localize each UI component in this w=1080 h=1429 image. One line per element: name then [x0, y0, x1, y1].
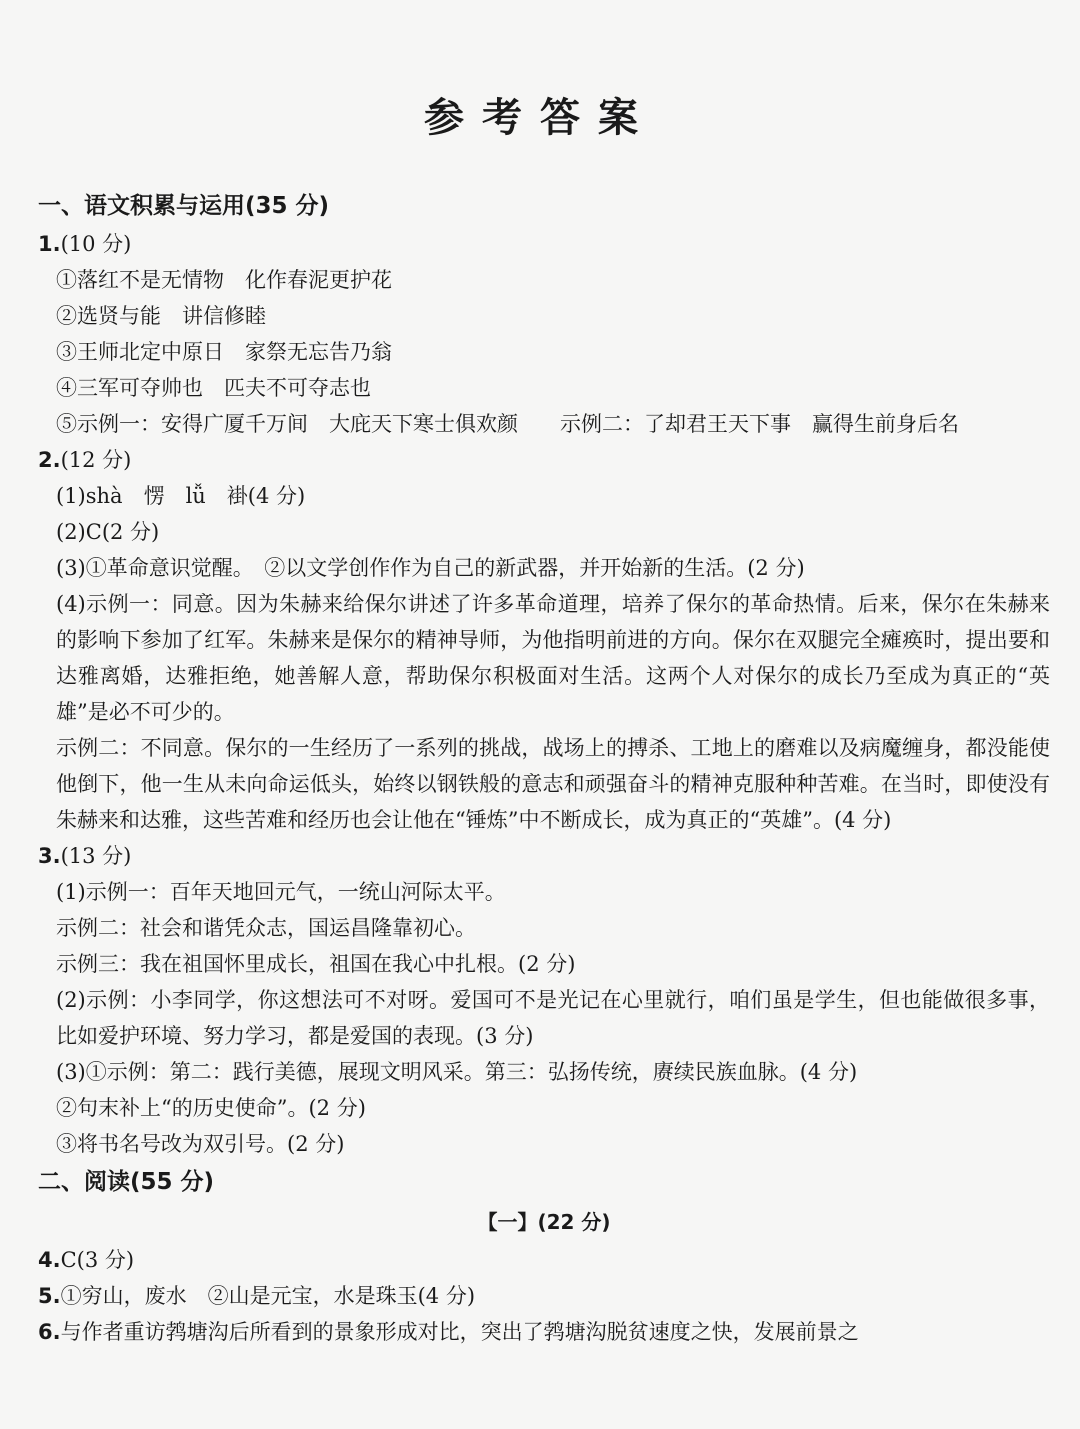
answer-text: ①穷山，废水 ②山是元宝，水是珠玉(4 分) — [60, 1284, 476, 1308]
answer-line: 示例二：社会和谐凭众志，国运昌隆靠初心。 — [56, 916, 476, 940]
question-number: 3. — [38, 844, 61, 868]
answer-line: (2)C(2 分) — [56, 520, 160, 544]
answer-line: (1)示例一：百年天地回元气，一统山河际太平。 — [56, 880, 506, 904]
question-3-header — [38, 838, 1050, 874]
question-5 — [38, 1278, 1050, 1314]
question-number: 6. — [38, 1320, 61, 1344]
answer-line: ②句末补上“的历史使命”。(2 分) — [56, 1096, 366, 1120]
answer-line: ③王师北定中原日 家祭无忘告乃翁 — [56, 340, 392, 364]
answer-line: 示例三：我在祖国怀里成长，祖国在我心中扎根。(2 分) — [56, 952, 576, 976]
question-score: (13 分) — [60, 844, 132, 868]
question-1-header — [38, 226, 1050, 262]
answer-paragraph: (4)示例一：同意。因为朱赫来给保尔讲述了许多革命道理，培养了保尔的革命热情。后来，保尔在朱赫来的影响下参加了红军。朱赫来是保尔的精神导师，为他指明前进的方向。保尔在双腿完全瘫痪时，提出要和达雅离婚，达雅拒绝，她善解人意，帮助保尔积极面对生活。这两个人对保尔的成长乃至成为真正的“英雄”是必不可少的。 — [56, 592, 1050, 724]
answer-line: (3)①示例：第二：践行美德，展现文明风采。第三：弘扬传统，赓续民族血脉。(4 分) — [56, 1060, 858, 1084]
answer-line: ④三军可夺帅也 匹夫不可夺志也 — [56, 376, 371, 400]
answer-paragraph: (2)示例：小李同学，你这想法可不对呀。爱国可不是光记在心里就行，咱们虽是学生，但也能做很多事，比如爱护环境、努力学习，都是爱国的表现。(3 分) — [56, 988, 1050, 1048]
section-heading-1: 一、语文积累与运用(35 分) — [38, 193, 330, 219]
question-6 — [38, 1314, 1050, 1350]
answer-line: ⑤示例一：安得广厦千万间 大庇天下寒士俱欢颜 示例二：了却君王天下事 赢得生前身后名 — [56, 412, 959, 436]
answer-paragraph: 示例二：不同意。保尔的一生经历了一系列的挑战，战场上的搏杀、工地上的磨难以及病魔缠身，都没能使他倒下，他一生从未向命运低头，始终以钢铁般的意志和顽强奋斗的精神克服种种苦难。在当时，即使没有朱赫来和达雅，这些苦难和经历也会让他在“锤炼”中不断成长，成为真正的“英雄”。(4 分) — [56, 736, 1050, 832]
question-score: (12 分) — [60, 448, 132, 472]
page-title: 参考答案 — [424, 95, 656, 141]
question-2-header — [38, 442, 1050, 478]
answer-line: ①落红不是无情物 化作春泥更护花 — [56, 268, 392, 292]
question-number: 5. — [38, 1284, 61, 1308]
answer-text: C(3 分) — [60, 1248, 135, 1272]
question-4 — [38, 1242, 1050, 1278]
question-score: (10 分) — [60, 232, 132, 256]
question-number: 4. — [38, 1248, 61, 1272]
answer-text: 与作者重访鹁塘沟后所看到的景象形成对比，突出了鹁塘沟脱贫速度之快，发展前景之 — [60, 1320, 859, 1344]
question-number: 2. — [38, 448, 61, 472]
answer-line: (3)①革命意识觉醒。 ②以文学创作作为自己的新武器，并开始新的生活。(2 分) — [56, 556, 805, 580]
answer-line: (1)shà 愣 lǚ 褂(4 分) — [56, 484, 306, 508]
answer-line: ③将书名号改为双引号。(2 分) — [56, 1132, 345, 1156]
answer-line: ②选贤与能 讲信修睦 — [56, 304, 266, 328]
answer-content — [38, 186, 1050, 1350]
part-heading: 【一】(22 分) — [477, 1210, 611, 1234]
question-number: 1. — [38, 232, 61, 256]
section-heading-2: 二、阅读(55 分) — [38, 1169, 215, 1195]
